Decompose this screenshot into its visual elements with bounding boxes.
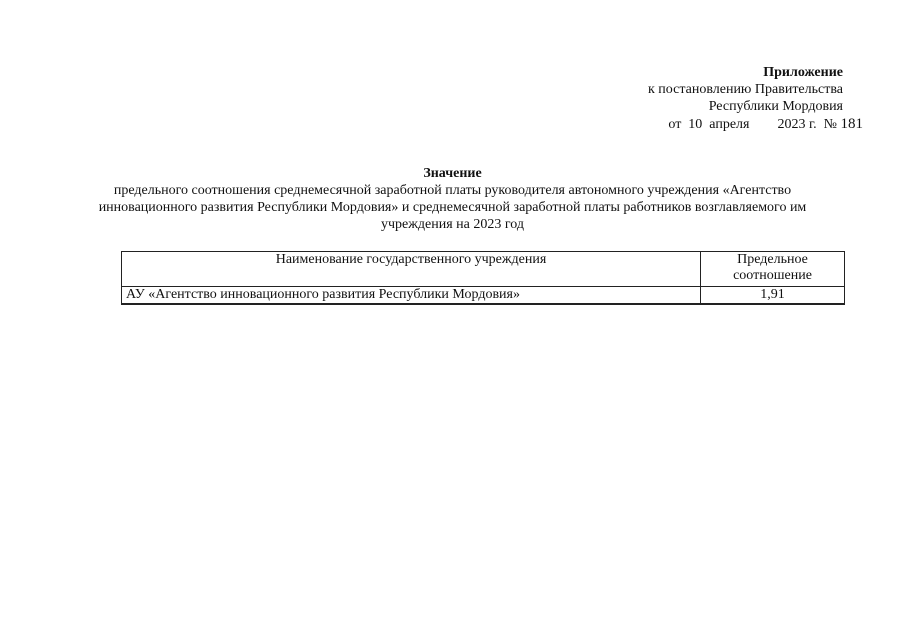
document-subtitle: предельного соотношения среднемесячной заработной платы руководителя автономного учреждения «Агентство инновационного развития Республики Мордовия» и среднемесячной заработной платы работников возглавляемого им учреждения на 2023 год bbox=[98, 183, 807, 232]
appendix-title: Приложение bbox=[763, 65, 843, 80]
appendix-date-line bbox=[668, 116, 863, 133]
table-row bbox=[122, 287, 845, 305]
appendix-number: 181 bbox=[840, 116, 863, 132]
appendix-date: от 10 апреля 2023 г. № bbox=[668, 117, 837, 132]
header-ratio: Предельное соотношение bbox=[701, 252, 845, 287]
cell-ratio-value: 1,91 bbox=[701, 287, 845, 305]
document-title-block bbox=[0, 165, 905, 233]
appendix-line-1: к постановлению Правительства bbox=[647, 82, 843, 97]
cell-institution-name: АУ «Агентство инновационного развития Республики Мордовия» bbox=[122, 287, 701, 305]
table-header-row bbox=[122, 252, 845, 287]
appendix-line-2: Республики Мордовия bbox=[708, 99, 843, 114]
document-heading: Значение bbox=[423, 166, 482, 181]
header-institution-name: Наименование государственного учреждения bbox=[122, 252, 701, 287]
limit-ratio-table bbox=[121, 251, 845, 305]
appendix-block bbox=[647, 64, 863, 133]
